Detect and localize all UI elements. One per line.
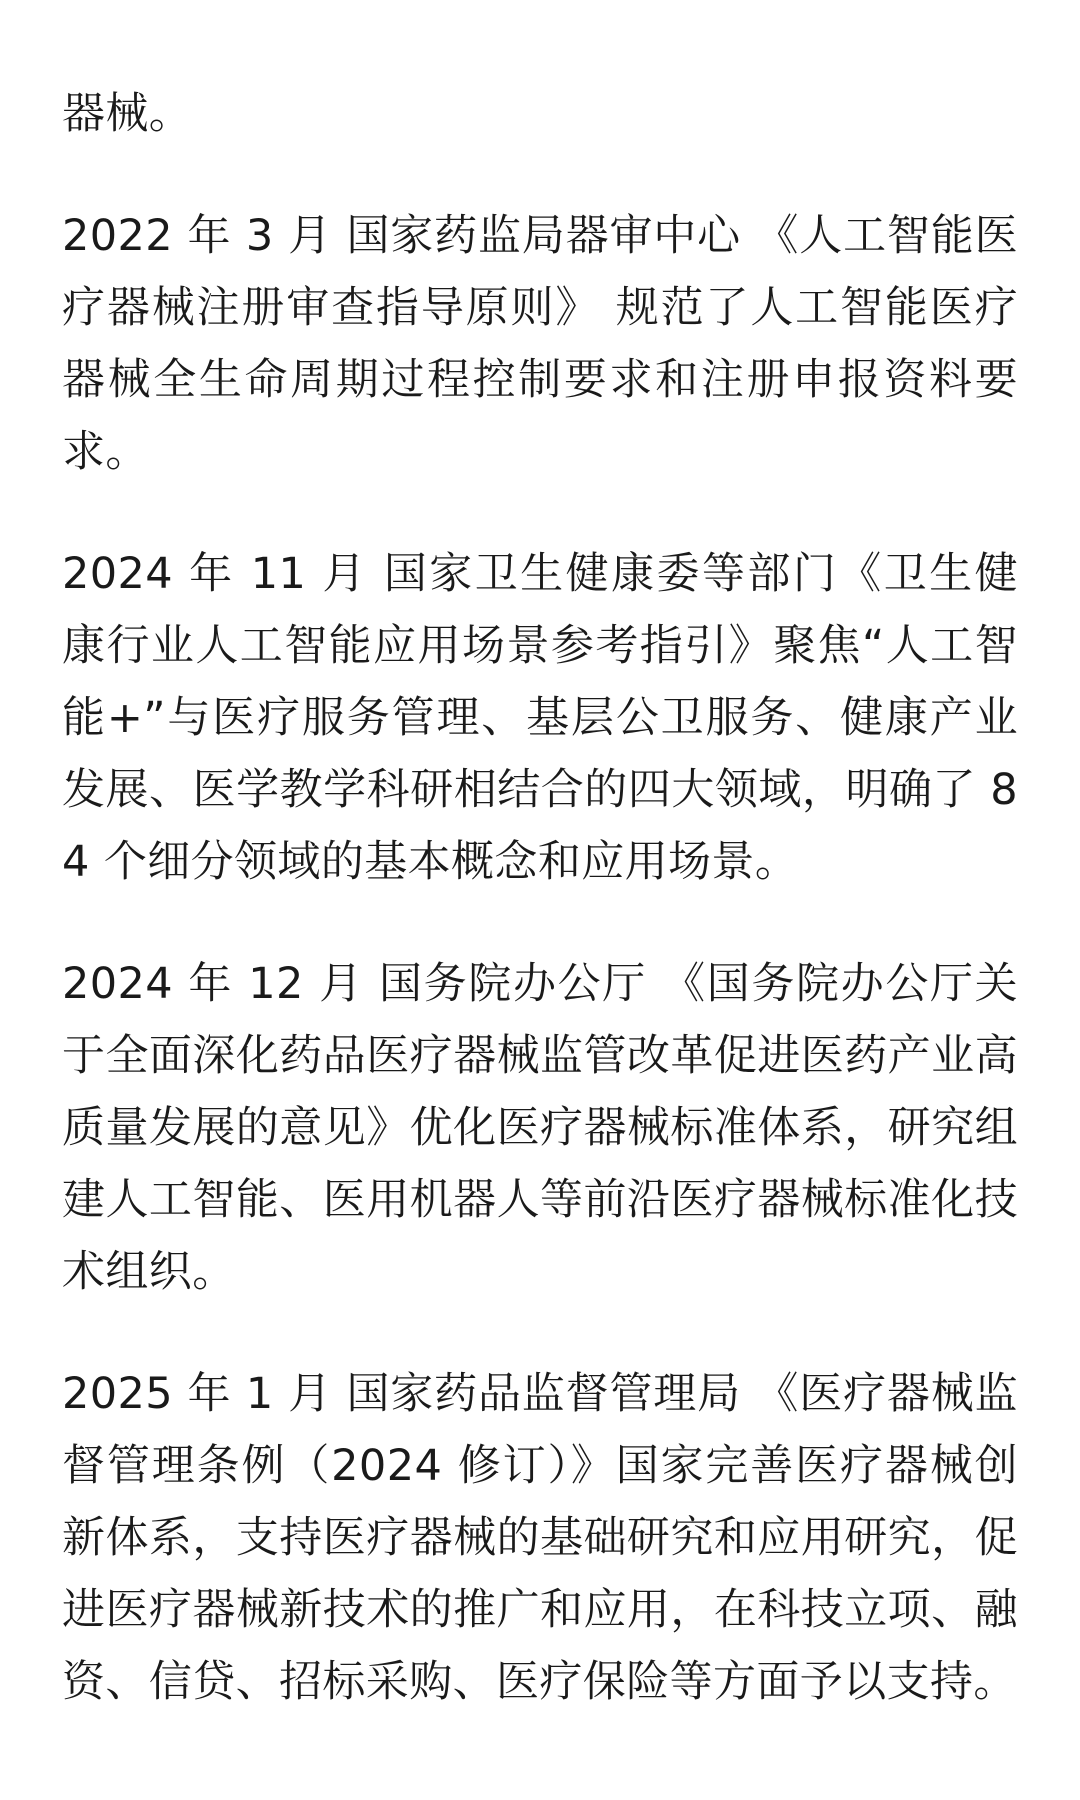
article-body (62, 78, 1018, 1718)
paragraph-2025-01-device-regulation: 2025 年 1 月 国家药品监督管理局 《医疗器械监督管理条例（2024 修订）》国家完善医疗器械创新体系，支持医疗器械的基础研究和应用研究，促进医疗器械新技术的推广和应用，在科技立项、融资、信贷、招标采购、医疗保险等方面予以支持。 (62, 1369, 1018, 1707)
paragraph-2024-11-health-ai-scenarios: 2024 年 11 月 国家卫生健康委等部门《卫生健康行业人工智能应用场景参考指引》聚焦“人工智能+”与医疗服务管理、基层公卫服务、健康产业发展、医学教学科研相结合的四大领域，明确了 84 个细分领域的基本概念和应用场景。 (62, 549, 1018, 887)
paragraph-2024-12-state-council-opinion: 2024 年 12 月 国务院办公厅 《国务院办公厅关于全面深化药品医疗器械监管改革促进医药产业高质量发展的意见》优化医疗器械标准体系，研究组建人工智能、医用机器人等前沿医疗器械标准化技术组织。 (62, 959, 1018, 1297)
paragraph-2022-ai-device-guideline: 2022 年 3 月 国家药监局器审中心 《人工智能医疗器械注册审查指导原则》 规范了人工智能医疗器械全生命周期过程控制要求和注册申报资料要求。 (62, 211, 1018, 477)
paragraph-continuation: 器械。 (62, 89, 193, 139)
